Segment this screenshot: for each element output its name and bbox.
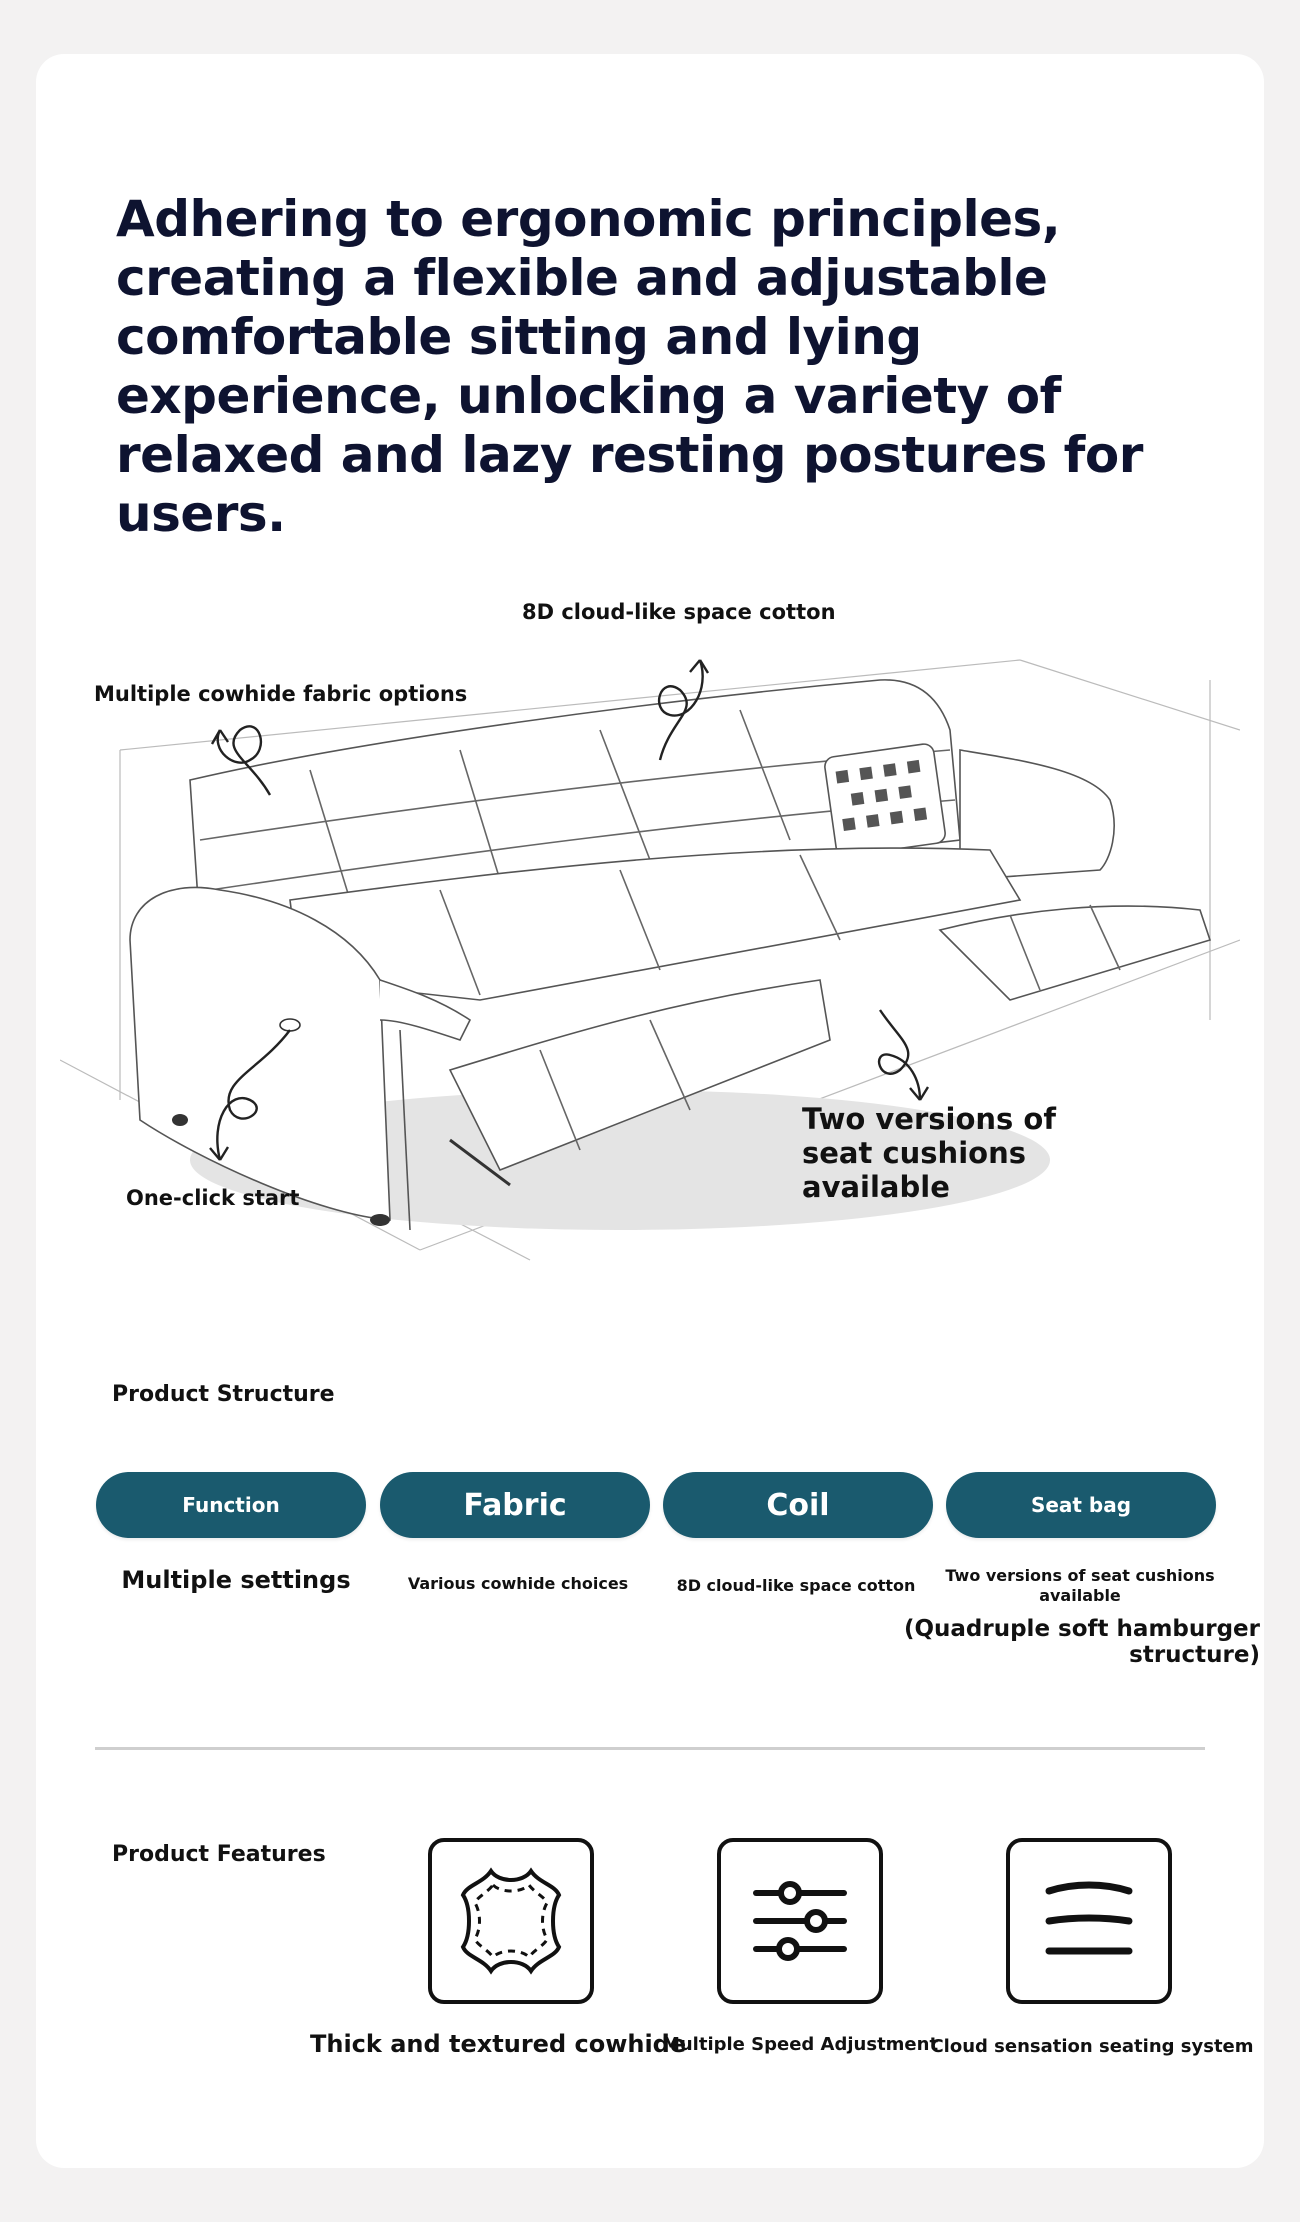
page-headline: Adhering to ergonomic principles, creating a flexible and adjustable comfortable sitting and lying experience, unlocking a variety of relaxed and lazy resting postures for users. [116, 190, 1143, 543]
callout-one-click-start: One-click start [126, 1186, 300, 1210]
waves-icon [1006, 1838, 1172, 2004]
pill-coil: Coil [663, 1472, 933, 1538]
structure-note: (Quadruple soft hamburger structure) [903, 1616, 1260, 1668]
callout-fabric: Multiple cowhide fabric options [94, 682, 468, 706]
feature-label-cloud: Cloud sensation seating system [930, 2036, 1254, 2057]
product-features-title: Product Features [112, 1842, 326, 1867]
pill-function: Function [96, 1472, 366, 1538]
product-structure-title: Product Structure [112, 1382, 335, 1407]
caption-fabric: Various cowhide choices [407, 1574, 629, 1593]
callout-cotton: 8D cloud-like space cotton [522, 600, 836, 624]
sofa-illustration [60, 600, 1240, 1300]
caption-seat-bag: Two versions of seat cushions available [945, 1566, 1215, 1605]
section-divider [95, 1747, 1205, 1750]
caption-coil: 8D cloud-like space cotton [676, 1576, 916, 1595]
sliders-icon [717, 1838, 883, 2004]
pill-fabric: Fabric [380, 1472, 650, 1538]
caption-function: Multiple settings [121, 1566, 351, 1594]
feature-label-cowhide: Thick and textured cowhide [310, 2030, 687, 2058]
pill-seat-bag: Seat bag [946, 1472, 1216, 1538]
callout-cushions: Two versions of seat cushions available [802, 1102, 1056, 1204]
cowhide-icon [428, 1838, 594, 2004]
feature-label-speed: Multiple Speed Adjustment [661, 2034, 939, 2055]
